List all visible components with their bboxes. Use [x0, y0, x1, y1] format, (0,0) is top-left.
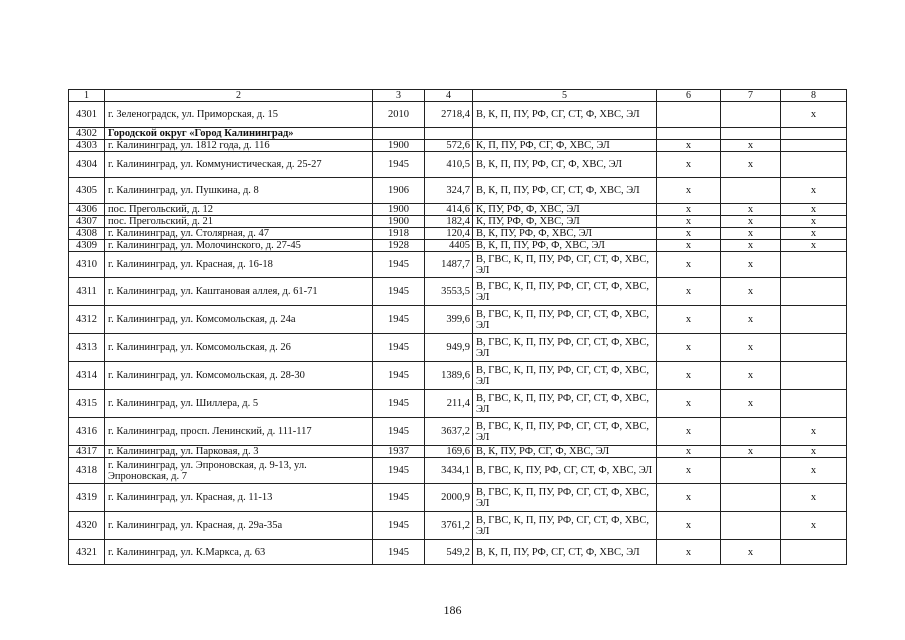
floor-area-cell: 549,2: [425, 540, 473, 565]
column-header: 4: [425, 90, 473, 102]
build-year-cell: 1945: [373, 458, 425, 484]
table-row: [69, 484, 847, 512]
address-cell: г. Калининград, ул. Красная, д. 11-13: [105, 484, 373, 512]
column-header: 7: [721, 90, 781, 102]
table-row: [69, 334, 847, 362]
utilities-list-cell: В, ГВС, К, П, ПУ, РФ, СГ, СТ, Ф, ХВС, ЭЛ: [473, 306, 657, 334]
address-cell: г. Калининград, ул. Пушкина, д. 8: [105, 178, 373, 204]
address-cell: пос. Прегольский, д. 21: [105, 216, 373, 228]
row-number-cell: 4304: [69, 152, 105, 178]
row-number-cell: 4316: [69, 418, 105, 446]
floor-area-cell: 2718,4: [425, 102, 473, 128]
row-number-cell: 4314: [69, 362, 105, 390]
mark-col6-cell: х: [657, 178, 721, 204]
table-row: [69, 446, 847, 458]
build-year-cell: 1928: [373, 240, 425, 252]
row-number-cell: 4301: [69, 102, 105, 128]
row-number-cell: 4310: [69, 252, 105, 278]
mark-col6-cell: х: [657, 216, 721, 228]
mark-col8-cell: х: [781, 102, 847, 128]
utilities-list-cell: В, ГВС, К, П, ПУ, РФ, СГ, СТ, Ф, ХВС, ЭЛ: [473, 362, 657, 390]
mark-col6-cell: х: [657, 140, 721, 152]
table-row: [69, 278, 847, 306]
mark-col7-cell: х: [721, 228, 781, 240]
utilities-list-cell: В, К, П, ПУ, РФ, СГ, СТ, Ф, ХВС, ЭЛ: [473, 540, 657, 565]
mark-col8-cell: [781, 252, 847, 278]
mark-col7-cell: [721, 484, 781, 512]
floor-area-cell: 410,5: [425, 152, 473, 178]
mark-col7-cell: х: [721, 390, 781, 418]
mark-col8-cell: [781, 278, 847, 306]
column-header: 2: [105, 90, 373, 102]
mark-col7-cell: х: [721, 446, 781, 458]
mark-col6-cell: х: [657, 390, 721, 418]
row-number-cell: 4302: [69, 128, 105, 140]
mark-col8-cell: [781, 306, 847, 334]
table-row: [69, 140, 847, 152]
utilities-list-cell: К, ПУ, РФ, Ф, ХВС, ЭЛ: [473, 204, 657, 216]
address-cell: г. Зеленоградск, ул. Приморская, д. 15: [105, 102, 373, 128]
row-number-cell: 4317: [69, 446, 105, 458]
floor-area-cell: 414,6: [425, 204, 473, 216]
address-cell: г. Калининград, ул. Каштановая аллея, д. 61-71: [105, 278, 373, 306]
mark-col7-cell: х: [721, 540, 781, 565]
build-year-cell: 1900: [373, 204, 425, 216]
utilities-list-cell: К, ПУ, РФ, Ф, ХВС, ЭЛ: [473, 216, 657, 228]
table-row: [69, 512, 847, 540]
utilities-list-cell: В, ГВС, К, П, ПУ, РФ, СГ, СТ, Ф, ХВС, ЭЛ: [473, 278, 657, 306]
table-row: [69, 458, 847, 484]
floor-area-cell: 1487,7: [425, 252, 473, 278]
mark-col6-cell: х: [657, 278, 721, 306]
mark-col8-cell: х: [781, 216, 847, 228]
mark-col7-cell: х: [721, 334, 781, 362]
floor-area-cell: 3637,2: [425, 418, 473, 446]
address-cell: г. Калининград, ул. Эпроновская, д. 9-13, ул. Эпроновская, д. 7: [105, 458, 373, 484]
mark-col7-cell: [721, 128, 781, 140]
build-year-cell: 1945: [373, 278, 425, 306]
table-row: [69, 204, 847, 216]
address-cell: г. Калининград, ул. К.Маркса, д. 63: [105, 540, 373, 565]
build-year-cell: [373, 128, 425, 140]
mark-col7-cell: [721, 178, 781, 204]
column-header: 6: [657, 90, 721, 102]
mark-col8-cell: [781, 540, 847, 565]
mark-col8-cell: х: [781, 512, 847, 540]
row-number-cell: 4305: [69, 178, 105, 204]
utilities-list-cell: В, ГВС, К, П, ПУ, РФ, СГ, СТ, Ф, ХВС, ЭЛ: [473, 390, 657, 418]
address-cell: г. Калининград, ул. Красная, д. 29а-35а: [105, 512, 373, 540]
utilities-list-cell: В, К, П, ПУ, РФ, СГ, Ф, ХВС, ЭЛ: [473, 152, 657, 178]
table-row: [69, 216, 847, 228]
build-year-cell: 1900: [373, 140, 425, 152]
housing-register-table: [68, 89, 847, 565]
floor-area-cell: 3434,1: [425, 458, 473, 484]
floor-area-cell: 3761,2: [425, 512, 473, 540]
utilities-list-cell: В, ГВС, К, П, ПУ, РФ, СГ, СТ, Ф, ХВС, ЭЛ: [473, 418, 657, 446]
floor-area-cell: 4405: [425, 240, 473, 252]
build-year-cell: 1900: [373, 216, 425, 228]
table-row: [69, 252, 847, 278]
floor-area-cell: 120,4: [425, 228, 473, 240]
row-number-cell: 4311: [69, 278, 105, 306]
address-cell: г. Калининград, ул. Комсомольская, д. 24а: [105, 306, 373, 334]
floor-area-cell: 3553,5: [425, 278, 473, 306]
floor-area-cell: 182,4: [425, 216, 473, 228]
row-number-cell: 4307: [69, 216, 105, 228]
address-cell: г. Калининград, ул. Шиллера, д. 5: [105, 390, 373, 418]
row-number-cell: 4313: [69, 334, 105, 362]
row-number-cell: 4318: [69, 458, 105, 484]
row-number-cell: 4321: [69, 540, 105, 565]
row-number-cell: 4309: [69, 240, 105, 252]
row-number-cell: 4320: [69, 512, 105, 540]
row-number-cell: 4308: [69, 228, 105, 240]
mark-col8-cell: [781, 128, 847, 140]
mark-col6-cell: х: [657, 418, 721, 446]
mark-col7-cell: х: [721, 152, 781, 178]
address-cell: г. Калининград, ул. Молочинского, д. 27-45: [105, 240, 373, 252]
mark-col8-cell: х: [781, 240, 847, 252]
utilities-list-cell: В, К, ПУ, РФ, Ф, ХВС, ЭЛ: [473, 228, 657, 240]
mark-col7-cell: х: [721, 240, 781, 252]
mark-col8-cell: х: [781, 178, 847, 204]
utilities-list-cell: В, ГВС, К, ПУ, РФ, СГ, СТ, Ф, ХВС, ЭЛ: [473, 458, 657, 484]
address-cell: г. Калининград, ул. Парковая, д. 3: [105, 446, 373, 458]
address-cell: г. Калининград, ул. Комсомольская, д. 28-30: [105, 362, 373, 390]
mark-col6-cell: х: [657, 252, 721, 278]
housing-register-table-wrapper: [68, 89, 847, 565]
mark-col6-cell: [657, 128, 721, 140]
mark-col7-cell: х: [721, 204, 781, 216]
build-year-cell: 1937: [373, 446, 425, 458]
table-row: [69, 418, 847, 446]
mark-col6-cell: х: [657, 152, 721, 178]
mark-col8-cell: х: [781, 484, 847, 512]
mark-col8-cell: х: [781, 446, 847, 458]
build-year-cell: 1945: [373, 540, 425, 565]
table-row: [69, 228, 847, 240]
build-year-cell: 1945: [373, 306, 425, 334]
mark-col6-cell: х: [657, 446, 721, 458]
mark-col6-cell: х: [657, 362, 721, 390]
mark-col7-cell: [721, 458, 781, 484]
table-row: [69, 362, 847, 390]
build-year-cell: 1945: [373, 484, 425, 512]
floor-area-cell: 572,6: [425, 140, 473, 152]
build-year-cell: 1945: [373, 390, 425, 418]
address-cell: г. Калининград, просп. Ленинский, д. 111-117: [105, 418, 373, 446]
utilities-list-cell: [473, 128, 657, 140]
table-row: [69, 128, 847, 140]
mark-col6-cell: х: [657, 334, 721, 362]
build-year-cell: 1945: [373, 418, 425, 446]
table-row: [69, 540, 847, 565]
address-cell: г. Калининград, ул. Коммунистическая, д. 25-27: [105, 152, 373, 178]
mark-col6-cell: х: [657, 540, 721, 565]
build-year-cell: 1945: [373, 362, 425, 390]
floor-area-cell: 211,4: [425, 390, 473, 418]
mark-col6-cell: х: [657, 458, 721, 484]
mark-col6-cell: х: [657, 484, 721, 512]
mark-col7-cell: [721, 418, 781, 446]
mark-col8-cell: [781, 140, 847, 152]
mark-col6-cell: [657, 102, 721, 128]
column-header: 5: [473, 90, 657, 102]
table-row: [69, 240, 847, 252]
floor-area-cell: 949,9: [425, 334, 473, 362]
address-cell: г. Калининград, ул. Столярная, д. 47: [105, 228, 373, 240]
utilities-list-cell: В, ГВС, К, П, ПУ, РФ, СГ, СТ, Ф, ХВС, ЭЛ: [473, 334, 657, 362]
utilities-list-cell: В, К, ПУ, РФ, СГ, Ф, ХВС, ЭЛ: [473, 446, 657, 458]
mark-col6-cell: х: [657, 512, 721, 540]
build-year-cell: 2010: [373, 102, 425, 128]
floor-area-cell: 324,7: [425, 178, 473, 204]
row-number-cell: 4306: [69, 204, 105, 216]
row-number-cell: 4315: [69, 390, 105, 418]
mark-col8-cell: х: [781, 204, 847, 216]
mark-col7-cell: х: [721, 252, 781, 278]
mark-col8-cell: х: [781, 418, 847, 446]
mark-col6-cell: х: [657, 228, 721, 240]
address-cell: Городской округ «Город Калининград»: [105, 128, 373, 140]
mark-col6-cell: х: [657, 204, 721, 216]
table-row: [69, 306, 847, 334]
build-year-cell: 1945: [373, 512, 425, 540]
utilities-list-cell: В, ГВС, К, П, ПУ, РФ, СГ, СТ, Ф, ХВС, ЭЛ: [473, 512, 657, 540]
mark-col7-cell: х: [721, 278, 781, 306]
address-cell: пос. Прегольский, д. 12: [105, 204, 373, 216]
table-row: [69, 178, 847, 204]
build-year-cell: 1945: [373, 334, 425, 362]
mark-col7-cell: х: [721, 306, 781, 334]
mark-col8-cell: х: [781, 458, 847, 484]
mark-col7-cell: [721, 512, 781, 540]
row-number-cell: 4312: [69, 306, 105, 334]
page-number: 186: [443, 603, 462, 617]
utilities-list-cell: В, К, П, ПУ, РФ, СГ, СТ, Ф, ХВС, ЭЛ: [473, 178, 657, 204]
floor-area-cell: [425, 128, 473, 140]
floor-area-cell: 399,6: [425, 306, 473, 334]
address-cell: г. Калининград, ул. Комсомольская, д. 26: [105, 334, 373, 362]
address-cell: г. Калининград, ул. Красная, д. 16-18: [105, 252, 373, 278]
mark-col7-cell: х: [721, 140, 781, 152]
build-year-cell: 1945: [373, 152, 425, 178]
floor-area-cell: 2000,9: [425, 484, 473, 512]
mark-col8-cell: х: [781, 228, 847, 240]
utilities-list-cell: В, К, П, ПУ, РФ, СГ, СТ, Ф, ХВС, ЭЛ: [473, 102, 657, 128]
row-number-cell: 4303: [69, 140, 105, 152]
mark-col7-cell: х: [721, 362, 781, 390]
mark-col7-cell: х: [721, 216, 781, 228]
utilities-list-cell: В, К, П, ПУ, РФ, Ф, ХВС, ЭЛ: [473, 240, 657, 252]
build-year-cell: 1918: [373, 228, 425, 240]
mark-col8-cell: [781, 334, 847, 362]
table-row: [69, 152, 847, 178]
build-year-cell: 1945: [373, 252, 425, 278]
mark-col7-cell: [721, 102, 781, 128]
table-row: [69, 390, 847, 418]
floor-area-cell: 1389,6: [425, 362, 473, 390]
column-number-row: [69, 90, 847, 102]
utilities-list-cell: В, ГВС, К, П, ПУ, РФ, СГ, СТ, Ф, ХВС, ЭЛ: [473, 484, 657, 512]
mark-col8-cell: [781, 152, 847, 178]
utilities-list-cell: К, П, ПУ, РФ, СГ, Ф, ХВС, ЭЛ: [473, 140, 657, 152]
utilities-list-cell: В, ГВС, К, П, ПУ, РФ, СГ, СТ, Ф, ХВС, ЭЛ: [473, 252, 657, 278]
column-header: 1: [69, 90, 105, 102]
column-header: 3: [373, 90, 425, 102]
mark-col8-cell: [781, 362, 847, 390]
mark-col6-cell: х: [657, 240, 721, 252]
mark-col6-cell: х: [657, 306, 721, 334]
floor-area-cell: 169,6: [425, 446, 473, 458]
address-cell: г. Калининград, ул. 1812 года, д. 116: [105, 140, 373, 152]
column-header: 8: [781, 90, 847, 102]
table-row: [69, 102, 847, 128]
table-body: [69, 90, 847, 565]
mark-col8-cell: [781, 390, 847, 418]
build-year-cell: 1906: [373, 178, 425, 204]
row-number-cell: 4319: [69, 484, 105, 512]
